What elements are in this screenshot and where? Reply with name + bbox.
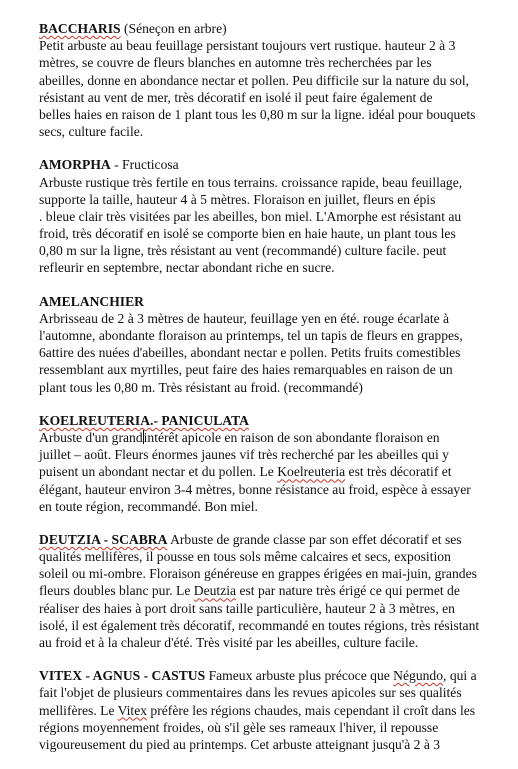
- body-text: est très décoratif et: [345, 464, 452, 480]
- body-line: juillet – août. Fleurs énormes jaunes vif très recherché par les abeilles qui y: [39, 447, 449, 463]
- entry-heading: [39, 412, 509, 429]
- entry-heading: [39, 667, 509, 684]
- body-line: vigoureusement du pied au printemps. Cet arbuste atteignant jusqu'à 2 à 3: [39, 736, 441, 752]
- body-line: Arbuste rustique très fertile en tous terrains. croissance rapide, beau feuillage,: [39, 174, 463, 190]
- spellcheck-word: Vitex: [117, 702, 148, 718]
- body-line: [39, 429, 509, 446]
- body-line: régions moyennement froides, où s'il gèle ses rameaux l'hiver, il repousse: [39, 719, 439, 735]
- body-line: isolé, il est également très décoratif, recommandé en toutes régions, très résistant: [39, 617, 480, 633]
- body-line: soleil ou mi-ombre. Floraison généreuse en grappes érigées en mai-juin, grandes: [39, 566, 477, 582]
- entry-vitex: [39, 667, 509, 753]
- body-line: au froid et à la chaleur d'été. Très visité par les abeilles, culture facile.: [39, 635, 419, 650]
- body-line: supporte la taille, hauteur 4 à 5 mètres. Floraison en juillet, fleurs en épis: [39, 191, 436, 207]
- body-text: puisent un abondant nectar et du pollen. Le: [39, 464, 278, 480]
- body-line: 6attire des nuées d'abeilles, abondant nectar e pollen. Petits fruits comestibles: [39, 345, 461, 361]
- body-text: préfère les régions chaudes, mais cependant il croît dans les: [147, 702, 476, 718]
- body-line: élégant, hauteur environ 3-4 mètres, bonne résistance au froid, espèce à essayer: [39, 481, 471, 497]
- body-line: belles haies en raison de 1 plant tous les 0,80 m sur la ligne. idéal pour bouquets: [39, 106, 476, 122]
- entry-name: VITEX - AGNUS - CASTUS: [39, 668, 206, 684]
- body-line: [39, 702, 509, 719]
- entry-subtitle: (Séneçon en arbre): [120, 21, 227, 36]
- entry-subtitle: Fameux arbuste plus précoce que: [205, 668, 394, 684]
- body-line: Petit arbuste au beau feuillage persistant toujours vert rustique. hauteur 2 à 3: [39, 38, 456, 54]
- body-text: fleurs doubles blanc pur. Le: [39, 583, 194, 599]
- body-line: . bleue clair très visitées par les abeilles, bon miel. L'Amorphe est résistant au: [39, 208, 462, 224]
- spellcheck-word: Deutzia: [193, 583, 237, 599]
- body-line: abeilles, donne en abondance nectar et pollen. Peu difficile sur la nature du sol,: [39, 72, 470, 88]
- entry-amelanchier: [39, 293, 509, 396]
- entry-heading: [39, 20, 509, 37]
- body-line: mètres, se couvre de fleurs blanches en automne très recherchées par les: [39, 55, 432, 71]
- entry-name: DEUTZIA - SCABRA: [39, 531, 168, 547]
- body-text: est par nature très érigé ce qui permet de: [236, 583, 460, 599]
- body-line: 0,80 m sur la ligne, très résistant au vent (recommandé) culture facile. peut: [39, 243, 447, 259]
- body-line: résistant au vent de mer, très décoratif en isolé il peut faire également de: [39, 89, 433, 105]
- body-line: [39, 463, 509, 480]
- document-page: [39, 20, 509, 769]
- body-text: Arbuste d'un grand: [39, 429, 143, 445]
- entry-heading: [39, 531, 509, 548]
- spellcheck-word: Koelreuteria: [277, 464, 346, 480]
- entry-name: AMORPHA: [39, 157, 111, 173]
- body-text: mellifères. Le: [39, 702, 118, 718]
- body-line: secs, culture facile.: [39, 124, 144, 140]
- entry-name: BACCHARIS: [39, 21, 121, 36]
- body-text: intérêt apicole en raison de son abondante floraison en: [143, 429, 440, 445]
- body-text: , qui a: [443, 668, 477, 684]
- entry-baccharis: [39, 20, 509, 140]
- body-line: Arbrisseau de 2 à 3 mètres de hauteur, feuillage yen en été. rouge écarlate à: [39, 310, 450, 326]
- entry-koelreuteria: [39, 412, 509, 515]
- body-line: fait l'objet de plusieurs commentaires dans les revues apicoles sur ses qualités: [39, 685, 462, 701]
- entry-deutzia: [39, 531, 509, 651]
- body-line: l'automne, abondante floraison au printemps, tel un tapis de fleurs en grappes,: [39, 328, 463, 343]
- spellcheck-word: Négundo: [393, 668, 444, 684]
- entry-heading: [39, 156, 509, 173]
- entry-name: KOELREUTERIA.- PANICULATA: [39, 412, 249, 428]
- body-line: ressemblant aux myrtilles, peut faire des haies remarquables en raison de un: [39, 362, 453, 378]
- body-line: [39, 582, 509, 599]
- body-line: en toute région, recommandé. Bon miel.: [39, 498, 258, 514]
- body-line: froid, très décoratif en isolé se comporte bien en haie haute, un plant tous les: [39, 226, 456, 242]
- entry-name: AMELANCHIER: [39, 293, 144, 309]
- body-line: refleurir en septembre, nectar abondant riche en sucre.: [39, 260, 335, 276]
- entry-subtitle: - Fructicosa: [110, 157, 179, 173]
- body-line: réaliser des haies à port droit sans taille particulière, hauteur 2 à 3 mètres, en: [39, 600, 455, 616]
- entry-subtitle: Arbuste de grande classe par son effet décoratif et ses: [167, 531, 462, 547]
- body-line: plant tous les 0,80 m. Très résistant au froid. (recommandé): [39, 379, 363, 395]
- entry-heading: [39, 293, 509, 310]
- entry-amorpha: [39, 156, 509, 276]
- body-line: qualités mellifères, il pousse en tous sols même calcaires et secs, exposition: [39, 549, 451, 565]
